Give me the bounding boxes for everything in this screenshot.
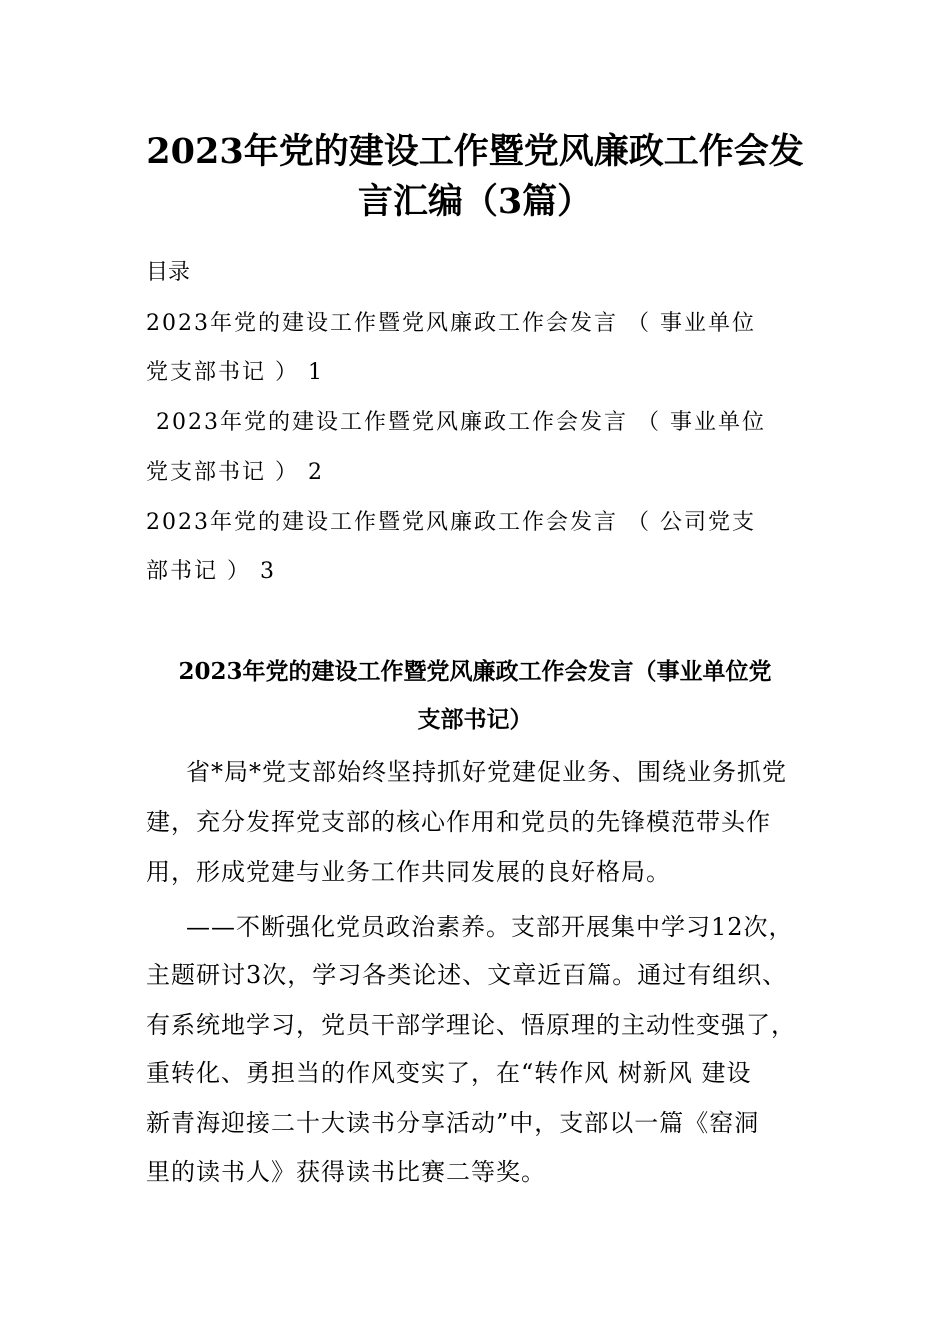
paragraph-1-line-3: 用，形成党建与业务工作共同发展的良好格局。 <box>146 858 671 886</box>
paragraph-2-line-5: 新青海迎接二十大读书分享活动”中，支部以一篇《窑洞 <box>146 1109 760 1137</box>
document-title-line-2: 言汇编（3篇） <box>357 181 593 222</box>
toc-entry-2-line-2[interactable]: 党支部书记 ） 2 <box>146 460 324 485</box>
toc-entry-3-line-1[interactable]: 2023年党的建设工作暨党风廉政工作会发言 （ 公司党支 <box>146 510 756 535</box>
paragraph-1-line-2: 建，充分发挥党支部的核心作用和党员的先锋模范带头作 <box>146 808 771 836</box>
paragraph-2-line-6: 里的读书人》获得读书比赛二等奖。 <box>146 1158 546 1186</box>
document-title-line-1: 2023年党的建设工作暨党风廉政工作会发 <box>146 131 804 172</box>
toc-heading: 目录 <box>146 260 191 285</box>
toc-entry-1-line-2[interactable]: 党支部书记 ） 1 <box>146 360 324 385</box>
section-title-line-2: 支部书记） <box>417 706 533 733</box>
toc-entry-1-line-1[interactable]: 2023年党的建设工作暨党风廉政工作会发言 （ 事业单位 <box>146 311 756 336</box>
paragraph-2-line-2: 主题研讨3次，学习各类论述、文章近百篇。通过有组织、 <box>146 961 788 989</box>
toc-entry-3-line-2[interactable]: 部书记 ） 3 <box>146 559 276 584</box>
paragraph-2-line-3: 有系统地学习，党员干部学理论、悟原理的主动性变强了， <box>146 1011 796 1039</box>
section-title-line-1: 2023年党的建设工作暨党风廉政工作会发言（事业单位党 <box>178 658 772 685</box>
paragraph-2-line-4: 重转化、勇担当的作风变实了，在“转作风 树新风 建设 <box>146 1059 752 1087</box>
toc-entry-2-line-1[interactable]: 2023年党的建设工作暨党风廉政工作会发言 （ 事业单位 <box>156 410 766 435</box>
paragraph-1-line-1: 省*局*党支部始终坚持抓好党建促业务、围绕业务抓党 <box>186 758 787 786</box>
paragraph-2-line-1: ——不断强化党员政治素养。支部开展集中学习12次， <box>186 913 794 941</box>
